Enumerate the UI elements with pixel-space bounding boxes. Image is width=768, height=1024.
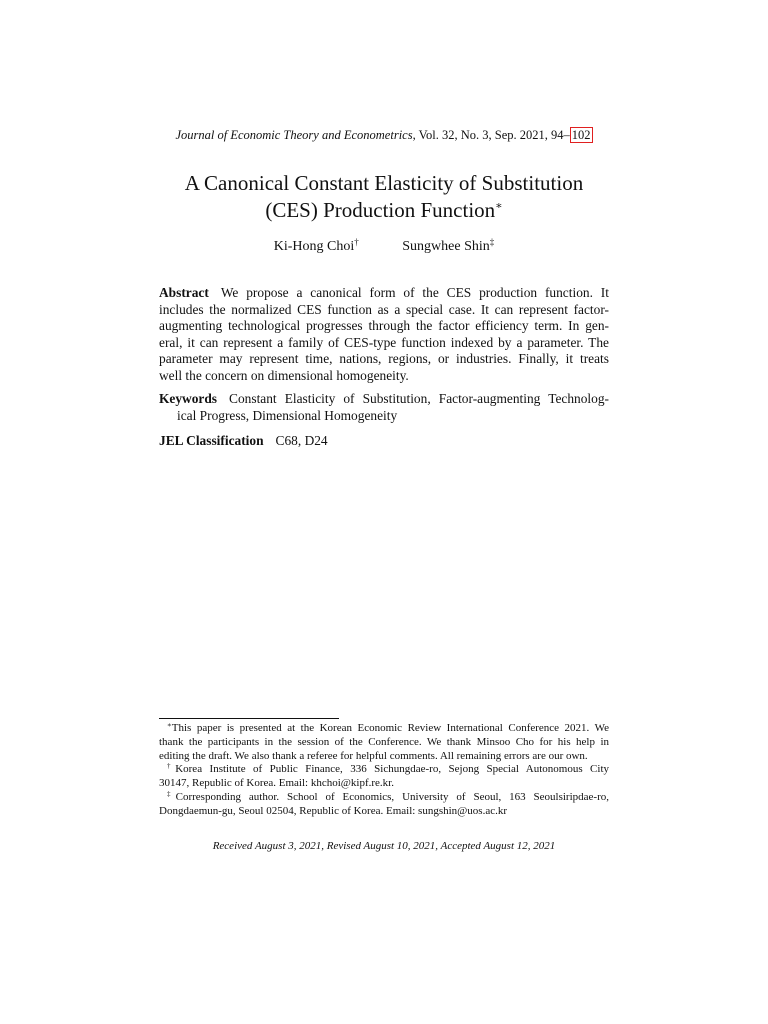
footnote-line: This paper is presented at the Korean Economic Review International Conference 2021. We xyxy=(171,722,609,734)
footnote-line: Korea Institute of Public Finance, 336 Sichungdae-ro, Sejong Special Autonomous City xyxy=(175,763,609,776)
abstract xyxy=(159,285,609,384)
keywords xyxy=(159,390,609,424)
journal-name: Journal of Economic Theory and Econometrics xyxy=(175,128,413,142)
footnote-rule xyxy=(159,718,339,719)
paper-title xyxy=(100,170,668,224)
author-2 xyxy=(402,239,494,255)
last-page-link[interactable]: 102 xyxy=(571,128,591,142)
keywords-line-2: ical Progress, Dimensional Homogeneity xyxy=(177,408,398,423)
keywords-label: Keywords xyxy=(159,391,218,406)
abstract-line: parameter may represent time, nations, regions, or industries. Finally, it treats xyxy=(159,351,609,366)
footnotes xyxy=(159,722,609,819)
footnote-line: Corresponding author. School of Economics, University of Seoul, 163 Seoulsiripdae-ro, xyxy=(175,790,609,803)
author-name: Sungwhee Shin xyxy=(402,239,490,254)
footnote-mark: ∗ xyxy=(167,721,172,729)
title-line-1: A Canonical Constant Elasticity of Substitution xyxy=(184,171,584,195)
footnote-line: Dongdaemun-gu, Seoul 02504, Republic of Korea. Email: sungshin@uos.ac.kr xyxy=(159,804,508,817)
title-line-2: (CES) Production Function xyxy=(265,198,496,222)
received-dates: Received August 3, 2021, Revised August 10, 2021, Accepted August 12, 2021 xyxy=(212,840,556,852)
jel-classification xyxy=(159,432,609,449)
author-footnote-mark[interactable]: ‡ xyxy=(489,237,495,247)
author-list xyxy=(0,239,768,255)
abstract-label: Abstract xyxy=(159,285,209,300)
journal-citation xyxy=(0,128,768,143)
abstract-line: augmenting technological progresses through the factor efficiency term. In gen- xyxy=(159,318,609,333)
footnote-line: editing the draft. We also thank a referee for helpful comments. All remaining errors are our own. xyxy=(159,749,588,762)
abstract-line: includes the normalized CES function as a special case. It can represent factor- xyxy=(159,301,609,317)
abstract-line: well the concern on dimensional homogeneity. xyxy=(159,367,409,383)
keywords-line-1: Constant Elasticity of Substitution, Factor-augmenting Technolog- xyxy=(229,391,609,406)
abstract-line: eral, it can represent a family of CES-type function indexed by a parameter. The xyxy=(159,334,609,350)
title-footnote-mark[interactable]: ∗ xyxy=(495,200,503,212)
footnote-line: thank the participants in the session of the Conference. We thank Minsoo Cho for his help in xyxy=(159,735,609,748)
jel-value: C68, D24 xyxy=(275,433,328,448)
author-1 xyxy=(274,239,359,255)
footnote-line: 30147, Republic of Korea. Email: khchoi@kipf.re.kr. xyxy=(159,777,394,790)
author-footnote-mark[interactable]: † xyxy=(354,237,359,247)
jel-label: JEL Classification xyxy=(159,433,264,448)
footnote-mark: † xyxy=(167,762,176,771)
abstract-line: We propose a canonical form of the CES production function. It xyxy=(220,285,609,300)
footnote-mark: ‡ xyxy=(167,789,176,798)
citation-details: , Vol. 32, No. 3, Sep. 2021, 94– xyxy=(412,128,570,142)
author-name: Ki-Hong Choi xyxy=(273,239,355,254)
